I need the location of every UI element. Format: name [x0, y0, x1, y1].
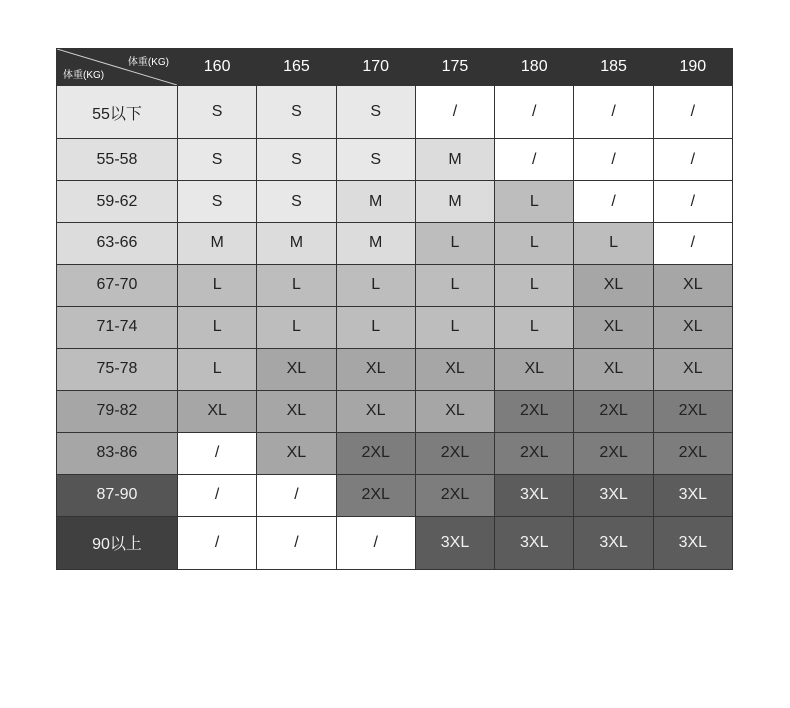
row-header-weight: 83-86	[57, 432, 178, 474]
table-row	[57, 390, 733, 432]
size-cell: 2XL	[574, 390, 653, 432]
size-cell: 3XL	[574, 474, 653, 516]
size-cell: 2XL	[336, 474, 415, 516]
size-cell: /	[653, 86, 732, 139]
size-cell: S	[178, 139, 257, 181]
column-header-160: 160	[178, 49, 257, 86]
size-cell: /	[415, 86, 494, 139]
table-row	[57, 86, 733, 139]
table-row	[57, 432, 733, 474]
size-cell: XL	[653, 306, 732, 348]
size-cell: /	[574, 139, 653, 181]
size-cell: /	[178, 474, 257, 516]
size-cell: 3XL	[653, 474, 732, 516]
size-cell: L	[415, 223, 494, 265]
size-cell: XL	[336, 348, 415, 390]
column-header-185: 185	[574, 49, 653, 86]
size-cell: /	[574, 86, 653, 139]
table-row	[57, 139, 733, 181]
size-cell: L	[336, 264, 415, 306]
size-cell: 2XL	[336, 432, 415, 474]
size-cell: L	[257, 306, 336, 348]
size-cell: XL	[653, 348, 732, 390]
row-header-weight: 63-66	[57, 223, 178, 265]
size-cell: L	[415, 264, 494, 306]
size-cell: /	[257, 516, 336, 569]
row-header-weight: 90以上	[57, 516, 178, 569]
size-cell: S	[257, 86, 336, 139]
size-cell: S	[178, 86, 257, 139]
size-cell: XL	[336, 390, 415, 432]
size-cell: XL	[653, 264, 732, 306]
size-cell: M	[257, 223, 336, 265]
row-header-weight: 75-78	[57, 348, 178, 390]
size-cell: L	[495, 181, 574, 223]
size-cell: L	[495, 306, 574, 348]
size-cell: M	[415, 181, 494, 223]
size-cell: XL	[257, 390, 336, 432]
size-cell: M	[178, 223, 257, 265]
size-cell: L	[336, 306, 415, 348]
size-cell: /	[574, 181, 653, 223]
size-cell: L	[574, 223, 653, 265]
size-cell: XL	[257, 348, 336, 390]
column-header-165: 165	[257, 49, 336, 86]
size-cell: /	[178, 516, 257, 569]
size-cell: XL	[415, 390, 494, 432]
size-cell: XL	[574, 306, 653, 348]
table-row	[57, 306, 733, 348]
size-cell: M	[336, 181, 415, 223]
size-cell: M	[336, 223, 415, 265]
size-cell: /	[653, 139, 732, 181]
column-header-170: 170	[336, 49, 415, 86]
header-row	[57, 49, 733, 86]
row-header-weight: 71-74	[57, 306, 178, 348]
size-cell: S	[257, 181, 336, 223]
corner-top-label: 体重(KG)	[127, 57, 169, 68]
size-cell: 2XL	[653, 432, 732, 474]
size-cell: XL	[257, 432, 336, 474]
size-cell: 3XL	[495, 516, 574, 569]
size-cell: 2XL	[653, 390, 732, 432]
size-cell: 2XL	[574, 432, 653, 474]
size-chart-table	[56, 48, 733, 570]
column-header-175: 175	[415, 49, 494, 86]
size-cell: /	[178, 432, 257, 474]
row-header-weight: 67-70	[57, 264, 178, 306]
size-cell: 3XL	[574, 516, 653, 569]
size-cell: 3XL	[653, 516, 732, 569]
size-cell: 2XL	[495, 432, 574, 474]
size-cell: 2XL	[415, 432, 494, 474]
size-cell: XL	[495, 348, 574, 390]
size-cell: /	[336, 516, 415, 569]
size-cell: L	[257, 264, 336, 306]
size-cell: /	[653, 181, 732, 223]
table-row	[57, 264, 733, 306]
size-cell: S	[257, 139, 336, 181]
size-cell: S	[336, 86, 415, 139]
size-cell: S	[336, 139, 415, 181]
column-header-180: 180	[495, 49, 574, 86]
table-row	[57, 516, 733, 569]
table-row	[57, 181, 733, 223]
size-chart-body	[57, 49, 733, 570]
size-cell: L	[178, 348, 257, 390]
size-cell: XL	[178, 390, 257, 432]
size-cell: /	[257, 474, 336, 516]
corner-bottom-label: 体重(KG)	[63, 70, 105, 81]
size-cell: L	[178, 264, 257, 306]
size-cell: 3XL	[415, 516, 494, 569]
size-cell: L	[178, 306, 257, 348]
size-cell: 2XL	[415, 474, 494, 516]
corner-header-cell	[57, 49, 178, 86]
size-cell: M	[415, 139, 494, 181]
row-header-weight: 55以下	[57, 86, 178, 139]
size-cell: L	[495, 264, 574, 306]
row-header-weight: 55-58	[57, 139, 178, 181]
size-cell: XL	[574, 348, 653, 390]
size-cell: /	[495, 139, 574, 181]
size-cell: XL	[574, 264, 653, 306]
size-cell: 2XL	[495, 390, 574, 432]
size-cell: /	[653, 223, 732, 265]
size-cell: /	[495, 86, 574, 139]
table-row	[57, 474, 733, 516]
column-header-190: 190	[653, 49, 732, 86]
size-cell: 3XL	[495, 474, 574, 516]
row-header-weight: 79-82	[57, 390, 178, 432]
size-cell: L	[415, 306, 494, 348]
row-header-weight: 87-90	[57, 474, 178, 516]
size-cell: S	[178, 181, 257, 223]
size-cell: XL	[415, 348, 494, 390]
size-cell: L	[495, 223, 574, 265]
table-row	[57, 348, 733, 390]
row-header-weight: 59-62	[57, 181, 178, 223]
table-row	[57, 223, 733, 265]
